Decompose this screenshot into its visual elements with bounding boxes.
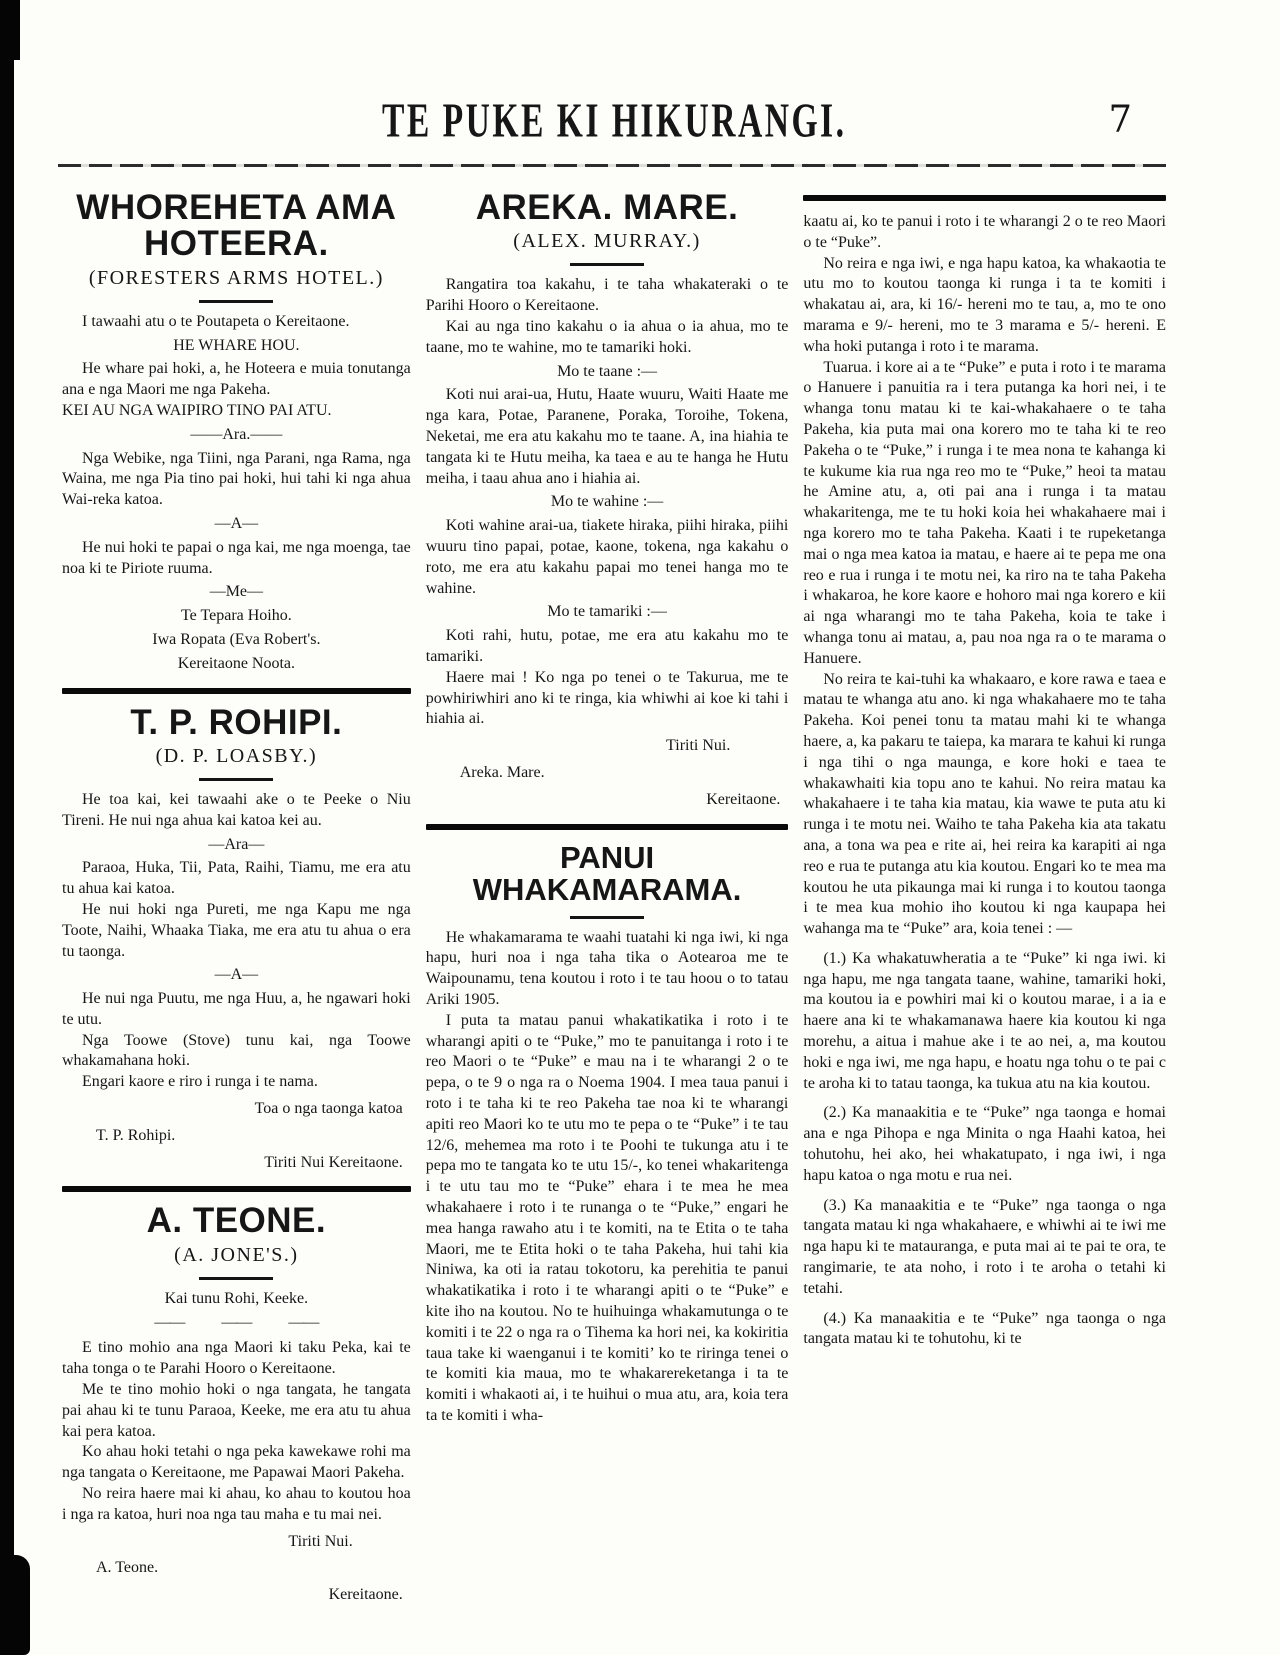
section-subtitle: (ALEX. MURRAY.): [513, 230, 701, 253]
columns-container: [62, 182, 1166, 1612]
heading-rule: [199, 1277, 273, 1280]
paragraph: He whare pai hoki, a, he Hoteera e muia tonutanga ana e nga Maori me nga Pakeha.: [62, 360, 411, 399]
paragraph: He nui nga Puutu, me nga Huu, a, he ngawari hoki te utu.: [62, 990, 411, 1028]
centered-line: ——Ara.——: [190, 425, 283, 443]
paragraph: He nui hoki nga Pureti, me nga Kapu me nga Toote, Naihi, Whaaka Tiaka, me era atu tu ahua o era tu taonga.: [62, 900, 411, 960]
masthead-divider: [58, 164, 1166, 167]
column-right: [803, 182, 1166, 1612]
paragraph: Nga Webike, nga Tiini, nga Parani, nga Rama, nga Waina, me nga Pia tino pai hoki, hui tahi ki nga ahua Wai-reka katoa.: [62, 449, 411, 509]
centered-line: —Me—: [209, 583, 264, 601]
section-title: A. TEONE.: [146, 1201, 327, 1241]
paragraph: No reira te kai-tuhi ka whakaaro, e kore rawa e taea e matau te whanga atu ano. ki nga whakahaere mo te taha Pakeha. Koi penei tonu ta matau mahi ki te whanga haere, a, ka pakaru te taiepa, ka marara te kahui ki runga i nga tihi o nga maunga, e kore hoki e taea te whakawhaiti kia topu ano te kahui. No reira matau ka whakahaere i te taha kia matau, kia wawe te puta atu ki runga i te motu nei. Waiho te taha Pakeha kia ata takatu ana, a tona wa pea e rite ai, hei reira ka karapiti ai nga reo e rua te putanga atu kia koutou. Engari ko te mea ma koutou he uta pikaunga mai ki runga i to koutou taonga i te mea kua mohio iho koutou ki nga kaupapa hei wahanga ma te “Puke” ara, koia tenei : —: [803, 670, 1166, 938]
signature-line: T. P. Rohipi.: [96, 1126, 176, 1144]
section-divider: [62, 688, 411, 694]
paragraph: kaatu ai, ko te panui i roto i te wharangi 2 o te reo Maori o te “Puke”.: [803, 213, 1166, 251]
signature-line: Tiriti Nui.: [288, 1532, 353, 1550]
page-number: 7: [1108, 98, 1132, 141]
paragraph: He toa kai, kei tawaahi ake o te Peeke o Niu Tireni. He nui nga ahua kai katoa kei au.: [62, 790, 411, 829]
section-subtitle: (FORESTERS ARMS HOTEL.): [88, 266, 384, 289]
centered-line: Mo te tamariki :—: [547, 603, 667, 621]
paragraph: Tuarua. i kore ai a te “Puke” e puta i roto i te marama o Hanuere i panuitia ra i tera putanga ka hori nei, i te whanga tonu matau ki te kai-whakahaere o te taha Pakeha, kia puta mai ona korero mo te taha ki te reo Pakeha o te “Puke,” i runga i te mea nona te kahanga ki te kukume kia rua nga reo mo te “Puke,” heoi ta matau he Amine atu, a, oti pai ana i runga i ta matau whakaritenga, me te tu hoki koia hei whakahaere mai i nga korero mo te taha Pakeha. Kaati i te rupeketanga mai o nga mea katoa ia matau, e haere ai te pepa me ona reo e rua i runga i te motu nei, ka riro na te taha Pakeha i whakaroa, he kore kaore e hohoro mai nga korero e kii ai nga wharangi mo te taha Pakeha, koia te take i whanga tonu ai matau, a, pau noa nga ra o te marama o Hanuere.: [803, 358, 1166, 667]
paragraph: KEI AU NGA WAIPIRO TINO PAI ATU.: [62, 401, 332, 419]
section-title: AREKA. MARE.: [475, 188, 739, 227]
paragraph: Koti wahine arai-ua, tiakete hiraka, piihi hiraka, piihi wuuru tino papai, potae, kaone, tokena, nga kakahu o roto, me era atu kakahu papai mo tenei hanga mo te wahine.: [425, 517, 789, 597]
numbered-paragraph: (4.) Ka manaakitia e te “Puke” nga taonga o nga tangata matau ki te tohutohu, ki te: [803, 1309, 1166, 1348]
paragraph: I puta ta matau panui whakatikatika i roto i te wharangi apiti o te “Puke,” mo te panuitanga i roto i te reo Maori o te “Puke” e mau na i te wharangi 2 o te pepa, o te 9 o nga ra o Noema 1904. I mea taua panui i roto i te taha ki te reo Pakeha tae noa ki te wharangi apiti reo Maori ko te utu mo te pepa o te “Puke” i te tau 12/6, mehemea ma roto i te Poohi te tukunga atu i te pepa mo te tangata ko te utu 15/-, ko tenei whakaritenga i te utu tau mo te “Puke” ehara i te mea he mea whakahaere i roto i te runanga o te “Puke,” engari he mea hanga rawaho atu i te komiti, na te Etita o te taha Maori, me te Etita hoki o te taha Pakeha, hui tahi kia Niniwa, ka oti ia ratau tokotoru, ka perehitia te panui whakatikatika i roto i te wharangi apiti o te “Puke” e kite iho na koutou. No te huihuinga whakamutunga o te komiti i te 22 o nga ra o Tihema ka hori nei, ka kokiritia taua take ki waenganui i te komiti’ ko te riringa tenei o te komiti kia maua, mo te whakarereketanga i ta te komiti i whakaoti ai, i te huihui o mua atu, ara, koia tera ta te komiti i wha-: [425, 1011, 789, 1424]
column-left: [62, 182, 411, 1612]
signature-line: Toa o nga taonga katoa: [254, 1100, 403, 1118]
heading-rule: [199, 300, 273, 303]
paragraph: Engari kaore e riro i runga i te nama.: [82, 1073, 318, 1091]
paragraph: Nga Toowe (Stove) tunu kai, nga Toowe whakamahana hoki.: [62, 1031, 411, 1070]
paragraph: Paraoa, Huka, Tii, Pata, Raihi, Tiamu, me era atu tu ahua kai katoa.: [62, 859, 411, 898]
scan-edge-artifact: [0, 0, 14, 1655]
signature-line: Areka. Mare.: [459, 763, 545, 781]
section-divider: [426, 824, 789, 830]
section-title: T. P. ROHIPI.: [130, 702, 343, 742]
heading-rule: [570, 263, 644, 266]
heading-rule: [570, 916, 644, 919]
paragraph: Koti nui arai-ua, Hutu, Haate wuuru, Waiti Haate me nga kara, Potae, Paranene, Poraka, Toroihe, Tokena, Neketai, me era atu kakahu mo te taane. A, ina hiahia te tangata ki te Hutu meiha, ka taea e au te hanga he Hutu meiha, i taau ahua ano i hiahia ai.: [425, 386, 789, 487]
centered-line: HE WHARE HOU.: [173, 336, 300, 354]
section-subtitle: (D. P. LOASBY.): [155, 744, 318, 767]
signature-line: A. Teone.: [96, 1559, 159, 1577]
scan-corner-artifact: [0, 1555, 30, 1655]
paragraph: Kai au nga tino kakahu o ia ahua o ia ahua, mo te taane, mo te wahine, mo te tamariki hoki.: [425, 317, 789, 356]
centered-line: Te Tepara Hoiho.: [180, 607, 292, 625]
numbered-paragraph: (3.) Ka manaakitia e te “Puke” nga taonga o nga tangata matau ki nga whakahaere, e whiwhi ai te iwi me nga hapu ki te matauranga, e puta mai ai te pai te ora, te rangimarie, te ata noho, i roto i te aroha o tetahi ki tetahi.: [803, 1196, 1166, 1297]
masthead: [62, 92, 1166, 156]
section-subtitle: (A. JONE'S.): [174, 1243, 299, 1266]
centered-line: Iwa Ropata (Eva Robert's.: [152, 630, 321, 648]
column-middle: [426, 182, 789, 1612]
triple-rule: —— —— ——: [154, 1313, 319, 1331]
signature-line: Kereitaone.: [328, 1586, 403, 1604]
signature-line: Kereitaone.: [706, 790, 781, 808]
paragraph: No reira e nga iwi, e nga hapu katoa, ka whakaotia te utu mo to koutou taonga ki runga i ta te komiti i whakatau ai, ara, ki 16/- hereni mo te tau, a, mo te ono marama e 9/- hereni, mo te 3 marama e 5/- hereni. E wha hoki putanga i roto i te marama.: [803, 254, 1166, 355]
centered-line: Mo te taane :—: [557, 362, 658, 380]
paragraph: No reira haere mai ki ahau, ko ahau to koutou hoa i nga ra katoa, huri noa nga tau maha e tu mai nei.: [62, 1485, 411, 1523]
centered-line: Kereitaone Noota.: [177, 654, 296, 672]
centered-line: Mo te wahine :—: [550, 493, 664, 511]
centered-line: —A—: [214, 514, 259, 532]
newspaper-title: [62, 92, 1166, 148]
numbered-paragraph: (2.) Ka manaakitia e te “Puke” nga taonga e homai ana e nga Pihopa e nga Minita o nga Haahi katoa, hei tohutohu, hei ako, hei whakatupato, i nga iwi, i nga hapu katoa o nga motu e rua nei.: [803, 1104, 1166, 1184]
signature-line: Tiriti Nui.: [666, 737, 731, 755]
section-divider: [62, 1186, 411, 1192]
section-divider: [803, 195, 1166, 201]
section-title: PANUI WHAKAMARAMA.: [472, 839, 742, 908]
heading-rule: [199, 778, 273, 781]
paragraph: Ko ahau hoki tetahi o nga peka kawekawe rohi ma nga tangata o Kereitaone, me Papawai Maori Pakeha.: [62, 1443, 411, 1482]
paragraph: He nui hoki te papai o nga kai, me nga moenga, tae noa ki te Piriote ruuma.: [62, 538, 411, 577]
paragraph: Me te tino mohio hoki o nga tangata, he tangata pai ahau ki te tunu Paraoa, Keeke, me era atu tu ahua kai pera katoa.: [62, 1381, 411, 1440]
numbered-paragraph: (1.) Ka whakatuwheratia a te “Puke” ki nga iwi. ki nga hapu, me nga tangata taane, wahine, tamariki hoki, ma koutou ia e powhiri mai ki o koutou marae, i a ia e haere ana ki te whakamanawa haere kia koutou ki nga morehu, a aitua i mahue ake i te ao nei, a, ma koutou hoki e nga iwi, me nga hapu, e hoatu nga tohu o te pai c te aroha ki to tatau taonga, ka tukua atu na kia koutou.: [803, 949, 1166, 1092]
paragraph: Rangatira toa kakahu, i te taha whakateraki o te Parihi Hooro o Kereitaone.: [425, 276, 789, 315]
centered-line: —Ara—: [208, 835, 265, 853]
signature-line: Tiriti Nui Kereitaone.: [264, 1153, 403, 1171]
newspaper-title-text: TE PUKE KI HIKURANGI.: [381, 92, 847, 148]
paragraph: Haere mai ! Ko nga po tenei o te Takurua, me te powhiriwhiri ano ki te ringa, kia whiwhi ai koe ki tahi i hiahia ai.: [425, 668, 789, 728]
centered-line: —A—: [214, 966, 259, 984]
paragraph: E tino mohio ana nga Maori ki taku Peka, kai te taha tonga o te Parahi Hooro o Kereitaone.: [62, 1339, 411, 1378]
section-title: WHOREHETA AMA HOTEERA.: [76, 188, 397, 264]
paragraph: I tawaahi atu o te Poutapeta o Kereitaone.: [82, 312, 350, 330]
paragraph: He whakamarama te waahi tuatahi ki nga iwi, ki nga hapu, huri noa i nga taha tika o Aotearoa me te Waipounamu, tena koutou i roto i te tau hoou o to tatau Ariki 1905.: [425, 928, 789, 1008]
scan-corner-artifact: [0, 0, 20, 60]
centered-line: Kai tunu Rohi, Keeke.: [164, 1289, 309, 1307]
paragraph: Koti rahi, hutu, potae, me era atu kakahu mo te tamariki.: [425, 627, 789, 665]
